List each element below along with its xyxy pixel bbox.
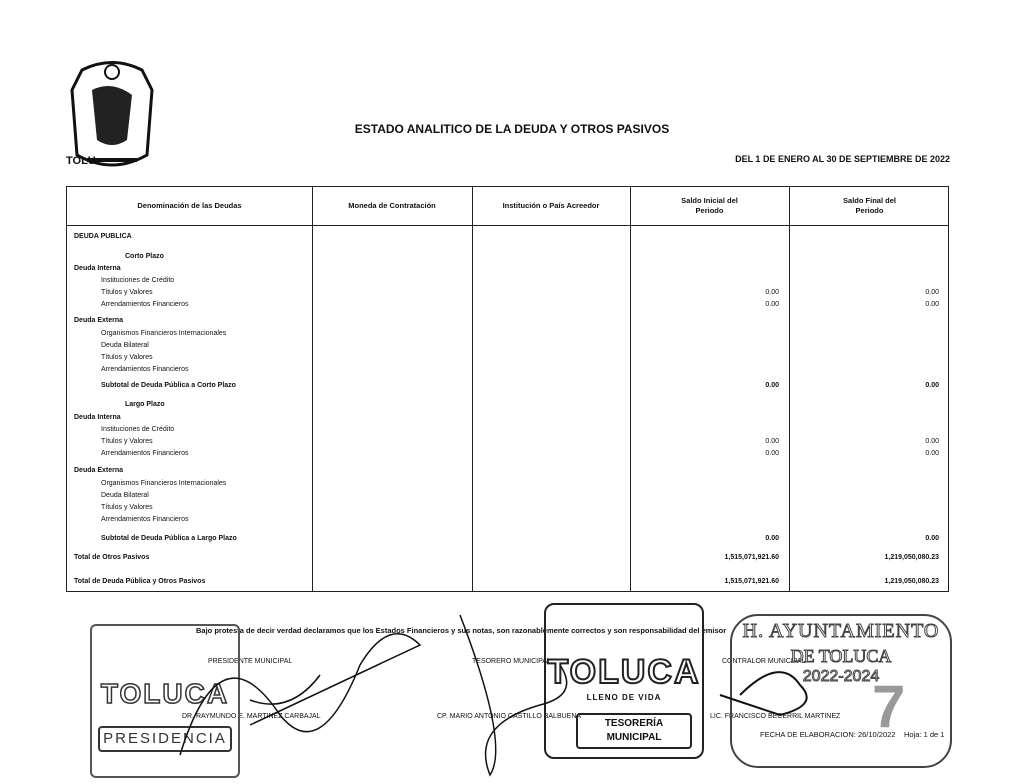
signature-role-president: PRESIDENTE MUNICIPAL — [208, 658, 293, 665]
row-label: Arrendamientos Financieros — [101, 301, 189, 308]
row-label: Deuda Interna — [74, 265, 121, 272]
table-row — [67, 436, 948, 448]
stamp-tesoreria-main: TOLUCA — [547, 653, 701, 691]
table-row — [67, 251, 948, 263]
row-label: Subtotal de Deuda Pública a Corto Plazo — [101, 382, 236, 389]
saldo-final-value: 1,219,050,080.23 — [884, 578, 939, 585]
col-header-saldo-inicial: Saldo Inicial del Periodo — [681, 195, 738, 215]
saldo-final-value: 0.00 — [925, 535, 939, 542]
sheet-number: Hoja: 1 de 1 — [904, 730, 945, 739]
stamp-tesoreria-tag: LLENO DE VIDA — [586, 693, 662, 702]
presidencia-stamp — [90, 624, 240, 778]
col-header-denominacion: Denominación de las Deudas — [137, 200, 242, 210]
row-label: Arrendamientos Financieros — [101, 366, 189, 373]
saldo-final-value: 0.00 — [925, 289, 939, 296]
table-row — [67, 263, 948, 275]
row-label: Organismos Financieros Internacionales — [101, 480, 227, 487]
signature-name-treasurer: CP. MARIO ANTONIO CASTILLO BALBUENA — [437, 713, 582, 720]
row-label: Títulos y Valores — [101, 504, 153, 511]
saldo-inicial-value: 1,515,071,921.60 — [724, 554, 779, 561]
stamp-presidencia-main: TOLUCA — [100, 678, 230, 709]
col-header-moneda: Moneda de Contratación — [348, 200, 436, 210]
row-label: Arrendamientos Financieros — [101, 516, 189, 523]
table-row — [67, 514, 948, 526]
row-label: Títulos y Valores — [101, 438, 153, 445]
stamp-ayuntamiento-city: DE TOLUCA — [790, 646, 892, 666]
report-period: DEL 1 DE ENERO AL 30 DE SEPTIEMBRE DE 2022 — [735, 154, 950, 164]
row-label: Deuda Interna — [74, 414, 121, 421]
saldo-inicial-value: 0.00 — [765, 450, 779, 457]
row-label: Largo Plazo — [125, 401, 165, 408]
table-row — [67, 465, 948, 477]
saldo-inicial-value: 0.00 — [765, 301, 779, 308]
table-row — [67, 328, 948, 340]
table-row — [67, 287, 948, 299]
row-label: Instituciones de Crédito — [101, 426, 175, 433]
stamp-ayuntamiento-top: H. AYUNTAMIENTO — [742, 620, 940, 642]
table-row — [67, 533, 948, 545]
debt-table — [66, 186, 949, 592]
ayuntamiento-stamp — [730, 614, 952, 768]
table-row — [67, 490, 948, 502]
table-row — [67, 315, 948, 327]
table-row — [67, 275, 948, 287]
stamp-tesoreria-sub: TESORERÍA MUNICIPAL — [576, 713, 692, 749]
row-label: Total de Otros Pasivos — [74, 554, 150, 561]
signature-role-comptroller: CONTRALOR MUNICIPAL — [722, 658, 806, 665]
table-row — [67, 424, 948, 436]
report-title: ESTADO ANALITICO DE LA DEUDA Y OTROS PASIVOS — [354, 122, 670, 136]
table-row — [67, 340, 948, 352]
row-label: Deuda Bilateral — [101, 342, 149, 349]
stamp-presidencia-sub: PRESIDENCIA — [98, 726, 232, 752]
elaboration-date: FECHA DE ELABORACION: 26/10/2022 — [760, 730, 896, 739]
row-label: Deuda Externa — [74, 317, 124, 324]
row-label: Subtotal de Deuda Pública a Largo Plazo — [101, 535, 237, 542]
col-header-saldo-final: Saldo Final del Periodo — [843, 195, 896, 215]
row-label: Total de Deuda Pública y Otros Pasivos — [74, 578, 206, 585]
saldo-inicial-value: 0.00 — [765, 289, 779, 296]
table-row — [67, 380, 948, 392]
table-row — [67, 399, 948, 411]
row-label: DEUDA PUBLICA — [74, 233, 132, 240]
row-label: Deuda Externa — [74, 467, 124, 474]
row-label: Títulos y Valores — [101, 354, 153, 361]
logo-org-text: TOLU — [66, 155, 96, 167]
row-label: Corto Plazo — [125, 253, 164, 260]
table-row — [67, 231, 948, 243]
table-row — [67, 576, 948, 588]
row-label: Organismos Financieros Internacionales — [101, 330, 227, 337]
saldo-final-value: 0.00 — [925, 438, 939, 445]
table-row — [67, 478, 948, 490]
saldo-final-value: 0.00 — [925, 301, 939, 308]
signature-name-president: DR. RAYMUNDO E. MARTINEZ CARBAJAL — [182, 713, 321, 720]
table-row — [67, 364, 948, 376]
saldo-inicial-value: 0.00 — [765, 438, 779, 445]
signature-name-comptroller: LIC. FRANCISCO BECERRIL MARTINEZ — [710, 713, 841, 720]
saldo-final-value: 1,219,050,080.23 — [884, 554, 939, 561]
row-label: Títulos y Valores — [101, 289, 153, 296]
stamp-ayuntamiento-number: 7 — [872, 673, 906, 740]
signature-role-treasurer: TESORERO MUNICIPAL — [472, 658, 551, 665]
tesoreria-stamp — [544, 603, 704, 759]
stamp-ayuntamiento-years: 2022-2024 — [802, 668, 880, 685]
row-label: Instituciones de Crédito — [101, 277, 175, 284]
saldo-inicial-value: 1,515,071,921.60 — [724, 578, 779, 585]
table-row — [67, 552, 948, 564]
table-row — [67, 448, 948, 460]
row-label: Deuda Bilateral — [101, 492, 149, 499]
table-row — [67, 502, 948, 514]
table-row — [67, 299, 948, 311]
row-label: Arrendamientos Financieros — [101, 450, 189, 457]
saldo-inicial-value: 0.00 — [765, 535, 779, 542]
table-row — [67, 412, 948, 424]
saldo-final-value: 0.00 — [925, 450, 939, 457]
saldo-final-value: 0.00 — [925, 382, 939, 389]
table-row — [67, 352, 948, 364]
col-header-institucion: Institución o País Acreedor — [502, 200, 600, 210]
saldo-inicial-value: 0.00 — [765, 382, 779, 389]
protest-statement: Bajo protesta de decir verdad declaramos que los Estados Financieros y sus notas, son razonablemente correctos y son responsabilidad del emisor — [196, 626, 727, 635]
